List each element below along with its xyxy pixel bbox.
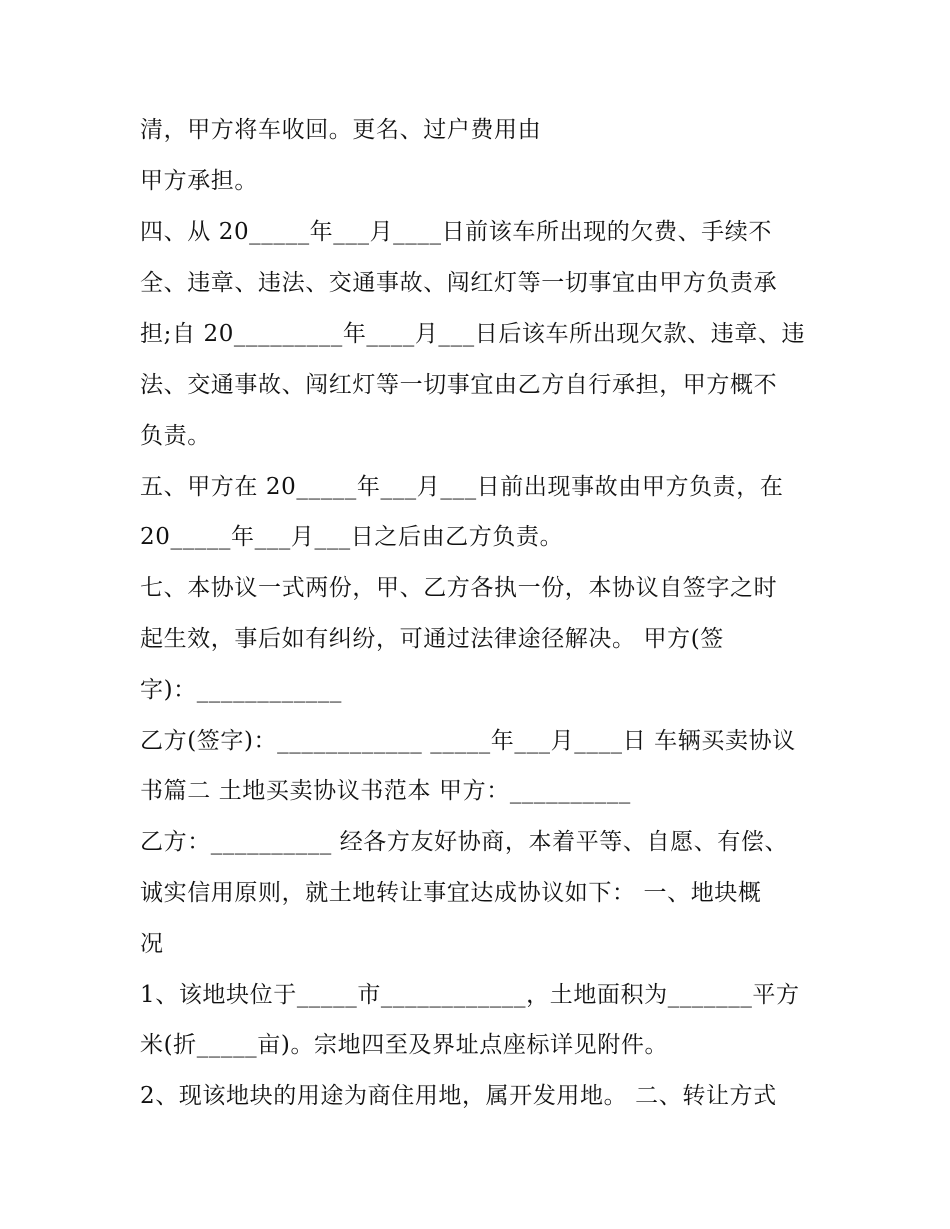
text-line-6: 法、交通事故、闯红灯等一切事宜由乙方自行承担，甲方概不 xyxy=(140,372,778,398)
text-line-5: 担;自 20_________年____月___日后该车所出现欠款、违章、违 xyxy=(140,321,806,347)
text-line-16: 诚实信用原则，就土地转让事宜达成协议如下： 一、地块概 xyxy=(140,880,762,906)
text-line-18: 1、该地块位于_____市____________，土地面积为_______平方 xyxy=(140,982,800,1008)
text-line-11: 起生效，事后如有纠纷，可通过法律途径解决。 甲方(签 xyxy=(140,626,724,652)
text-line-14: 书篇二 土地买卖协议书范本 甲方：__________ xyxy=(140,778,631,804)
text-line-7: 负责。 xyxy=(140,423,211,449)
text-line-12: 字)：____________ xyxy=(140,677,342,703)
text-line-10: 七、本协议一式两份，甲、乙方各执一份，本协议自签字之时 xyxy=(140,575,778,601)
text-line-15: 乙方：__________ 经各方友好协商，本着平等、自愿、有偿、 xyxy=(140,829,789,855)
text-line-1: 清，甲方将车收回。更名、过户费用由 xyxy=(140,117,542,143)
text-line-8: 五、甲方在 20_____年___月___日前出现事故由甲方负责，在 xyxy=(140,474,784,500)
text-line-19: 米(折_____亩)。宗地四至及界址点座标详见附件。 xyxy=(140,1032,669,1058)
text-line-9: 20_____年___月___日之后由乙方负责。 xyxy=(140,524,564,550)
text-line-4: 全、违章、违法、交通事故、闯红灯等一切事宜由甲方负责承 xyxy=(140,270,778,296)
text-line-13: 乙方(签字)：____________ _____年___月____日 车辆买卖协议 xyxy=(140,728,796,754)
text-line-17: 况 xyxy=(140,931,164,957)
text-line-20: 2、现该地块的用途为商住用地，属开发用地。 二、转让方式 xyxy=(140,1083,777,1109)
text-line-2: 甲方承担。 xyxy=(140,168,258,194)
text-line-3: 四、从 20_____年___月____日前该车所出现的欠费、手续不 xyxy=(140,219,772,245)
